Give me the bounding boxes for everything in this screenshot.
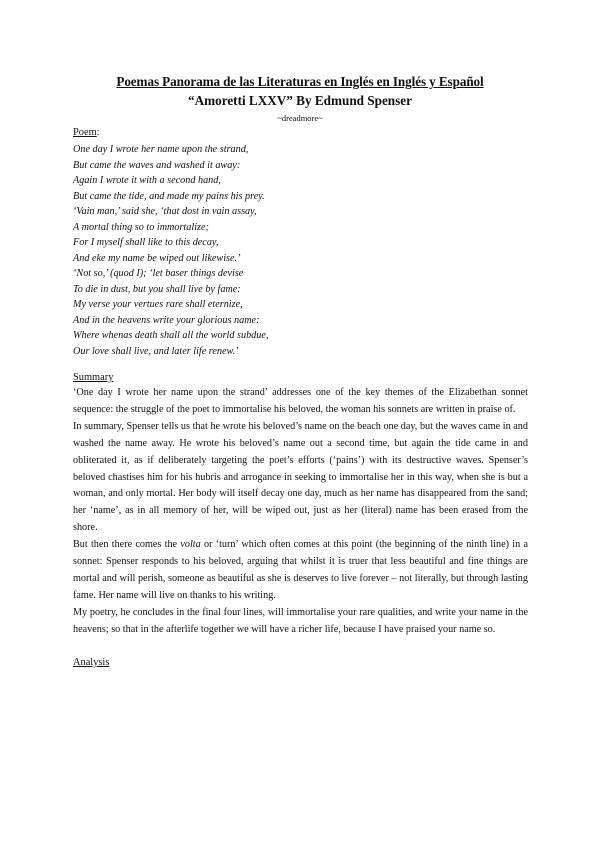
poem-line: ‘Vain man,’ said she, ‘that dost in vain assay, bbox=[73, 206, 257, 217]
poem-heading bbox=[73, 127, 528, 139]
poem-line: But came the tide, and made my pains his prey. bbox=[73, 190, 265, 202]
poem-line: Our love shall live, and later life renew.’ bbox=[73, 345, 239, 357]
poem-heading-label: Poem bbox=[73, 127, 97, 138]
poem-line: And eke my name be wiped out likewise.’ bbox=[73, 252, 241, 264]
analysis-heading: Analysis bbox=[73, 656, 110, 668]
poem-heading-colon: : bbox=[96, 127, 100, 138]
summary-paragraph-3-rest: or ‘turn’ which often comes at this point (the beginning of the ninth line) in a sonnet: Spenser responds to his beloved, arguing that whilst it is truer that less beautiful and fine things are mortal and will perish, someone as beautiful as she is deserves to live forever – not literally, but through lasting fame. Her name will live on thanks to his writing. bbox=[73, 539, 528, 601]
poem-line: My verse your vertues rare shall eternize, bbox=[73, 299, 243, 310]
poem-text bbox=[73, 142, 528, 359]
summary-text bbox=[73, 385, 528, 639]
summary-paragraph-1: ‘One day I wrote her name upon the strand’ addresses one of the key themes of the Elizabethan sonnet sequence: the struggle of the poet to immortalise his beloved, the woman his sonnets are written in praise of. bbox=[73, 387, 528, 415]
poem-line: For I myself shall like to this decay, bbox=[73, 237, 219, 248]
poem-line: To die in dust, but you shall live by fame: bbox=[73, 283, 241, 295]
summary-paragraph-2: In summary, Spenser tells us that he wrote his beloved’s name on the beach one day, but the waves came in and washed the name away. He wrote his beloved’s name out a second time, but again the tide came in and obliterated it, as if deliberately targeting the poet’s efforts (‘pains’) with its destructive waves. Spenser’s beloved chastises him for his hubris and arrogance in seeking to immortalise her in this way, when she is but a woman, and only mortal. Her body will itself decay one day, much as her name has disappeared from the sand; her ‘name’, as in all memory of her, will be wiped out, just as her (literal) name has been erased from the shore. bbox=[73, 420, 528, 534]
poem-line: And in the heavens write your glorious name: bbox=[73, 314, 260, 326]
poem-line: Where whenas death shall all the world subdue, bbox=[73, 330, 269, 341]
poem-line: One day I wrote her name upon the strand, bbox=[73, 144, 249, 155]
poem-line: But came the waves and washed it away: bbox=[73, 159, 241, 171]
readmore-link[interactable]: ~dreadmore~ bbox=[277, 113, 323, 123]
document-subtitle: “Amoretti LXXV” By Edmund Spenser bbox=[188, 93, 412, 108]
document-title: Poemas Panorama de las Literaturas en Inglés en Inglés y Español bbox=[116, 74, 484, 89]
poem-line: A mortal thing so to immortalize; bbox=[73, 221, 209, 233]
document-header bbox=[60, 73, 540, 124]
summary-paragraph-4: My poetry, he concludes in the final four lines, will immortalise your rare qualities, and write your name in the heavens; so that in the afterlife together we will have a richer life, because I have praised your name so. bbox=[73, 606, 528, 635]
poem-line: ‘Not so,’ (quod I); ‘let baser things devise bbox=[73, 268, 244, 279]
summary-heading: Summary bbox=[73, 372, 114, 383]
poem-line: Again I wrote it with a second hand, bbox=[73, 175, 221, 186]
volta-term: volta bbox=[180, 539, 201, 551]
summary-paragraph-3-start: But then there comes the bbox=[73, 539, 181, 551]
summary-paragraph-3 bbox=[73, 537, 528, 605]
document-body bbox=[73, 127, 528, 669]
